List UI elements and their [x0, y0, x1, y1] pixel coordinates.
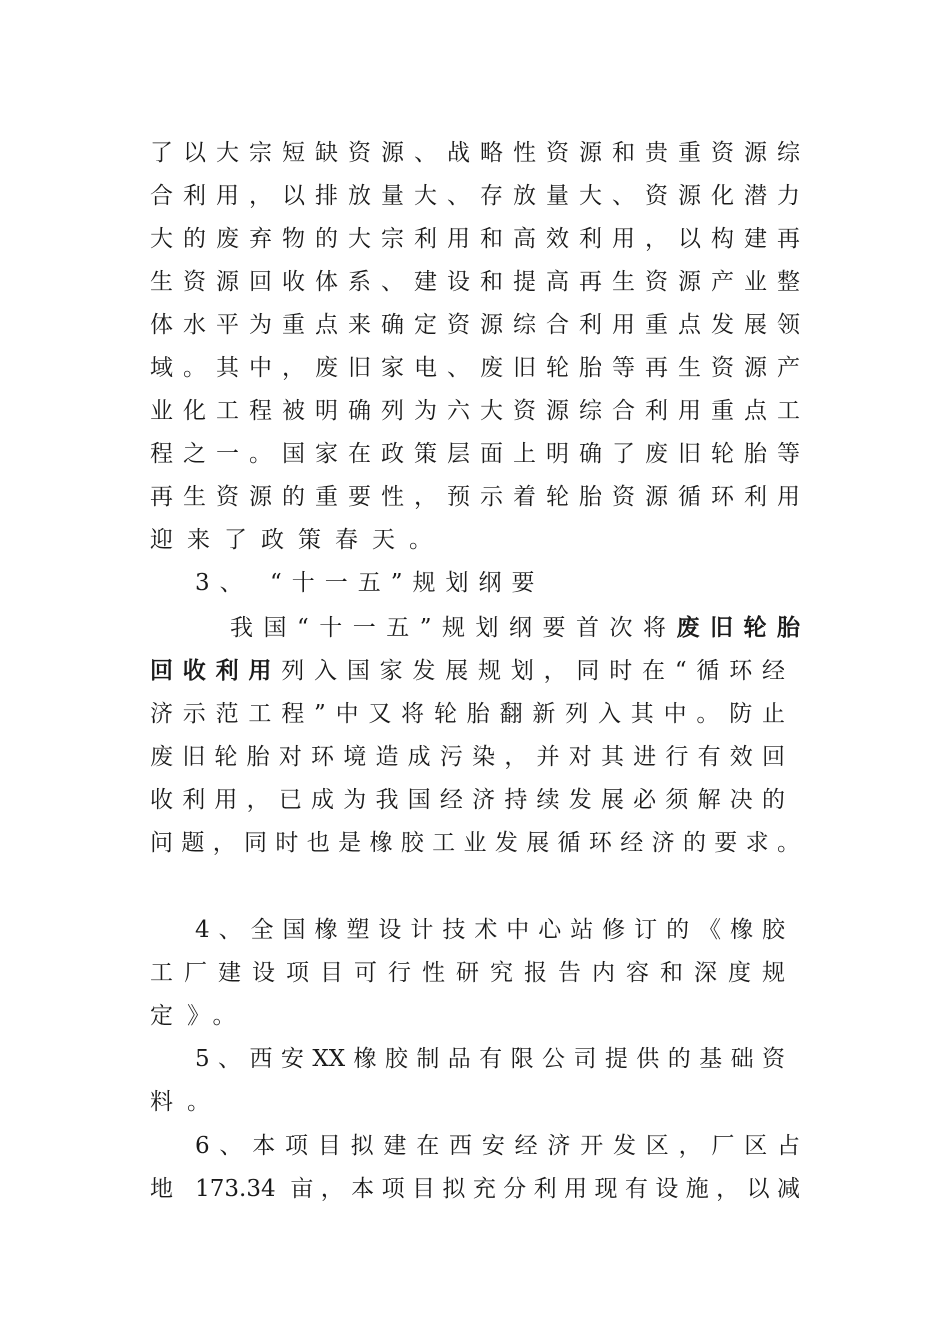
item-6-line-1: 6、本项目拟建在西安经济开发区，厂区占 [195, 1133, 800, 1159]
paragraph-line: 业化工程被明确列为六大资源综合利用重点工 [150, 398, 800, 424]
item-5-line-2: 料。 [150, 1089, 224, 1115]
item-6-line-2: 地 173.34 亩，本项目拟充分利用现有设施，以减 [150, 1176, 800, 1202]
item-3-line-1 [230, 613, 800, 643]
item-3-line-3: 济示范工程”中又将轮胎翻新列入其中。防止 [150, 701, 785, 727]
paragraph-line: 大的废弃物的大宗利用和高效利用，以构建再 [150, 226, 800, 252]
item-3-text: 我国“十一五”规划纲要首次将 [230, 615, 677, 641]
item-3-bold-text: 回收利用 [150, 658, 282, 684]
paragraph-line: 合利用，以排放量大、存放量大、资源化潜力 [150, 183, 800, 209]
paragraph-line: 域。其中，废旧家电、废旧轮胎等再生资源产 [150, 355, 800, 381]
paragraph-line: 迎来了政策春天。 [150, 527, 446, 553]
paragraph-line: 程之一。国家在政策层面上明确了废旧轮胎等 [150, 441, 800, 467]
item-4-line-3: 定》。 [150, 1003, 250, 1029]
item-3-bold-text: 废旧轮胎 [676, 615, 800, 641]
item-5-line-1: 5、西安XX橡胶制品有限公司提供的基础资 [195, 1046, 785, 1072]
item-3-line-5: 收利用，已成为我国经济持续发展必须解决的 [150, 787, 785, 813]
paragraph-line: 再生资源的重要性，预示着轮胎资源循环利用 [150, 484, 800, 510]
item-3-text: 列入国家发展规划，同时在“循环经 [281, 658, 786, 684]
paragraph-line: 生资源回收体系、建设和提高再生资源产业整 [150, 269, 800, 295]
item-3-line-2 [150, 656, 785, 686]
item-3-heading: 3、 “十一五”规划纲要 [195, 570, 545, 596]
item-3-line-6: 问题，同时也是橡胶工业发展循环经济的要求。 [150, 830, 800, 856]
item-4-line-2: 工厂建设项目可行性研究报告内容和深度规 [150, 960, 785, 986]
paragraph-line: 体水平为重点来确定资源综合利用重点发展领 [150, 312, 800, 338]
item-3-line-4: 废旧轮胎对环境造成污染，并对其进行有效回 [150, 744, 785, 770]
item-4-line-1: 4、全国橡塑设计技术中心站修订的《橡胶 [195, 917, 785, 943]
paragraph-line: 了以大宗短缺资源、战略性资源和贵重资源综 [150, 140, 800, 166]
